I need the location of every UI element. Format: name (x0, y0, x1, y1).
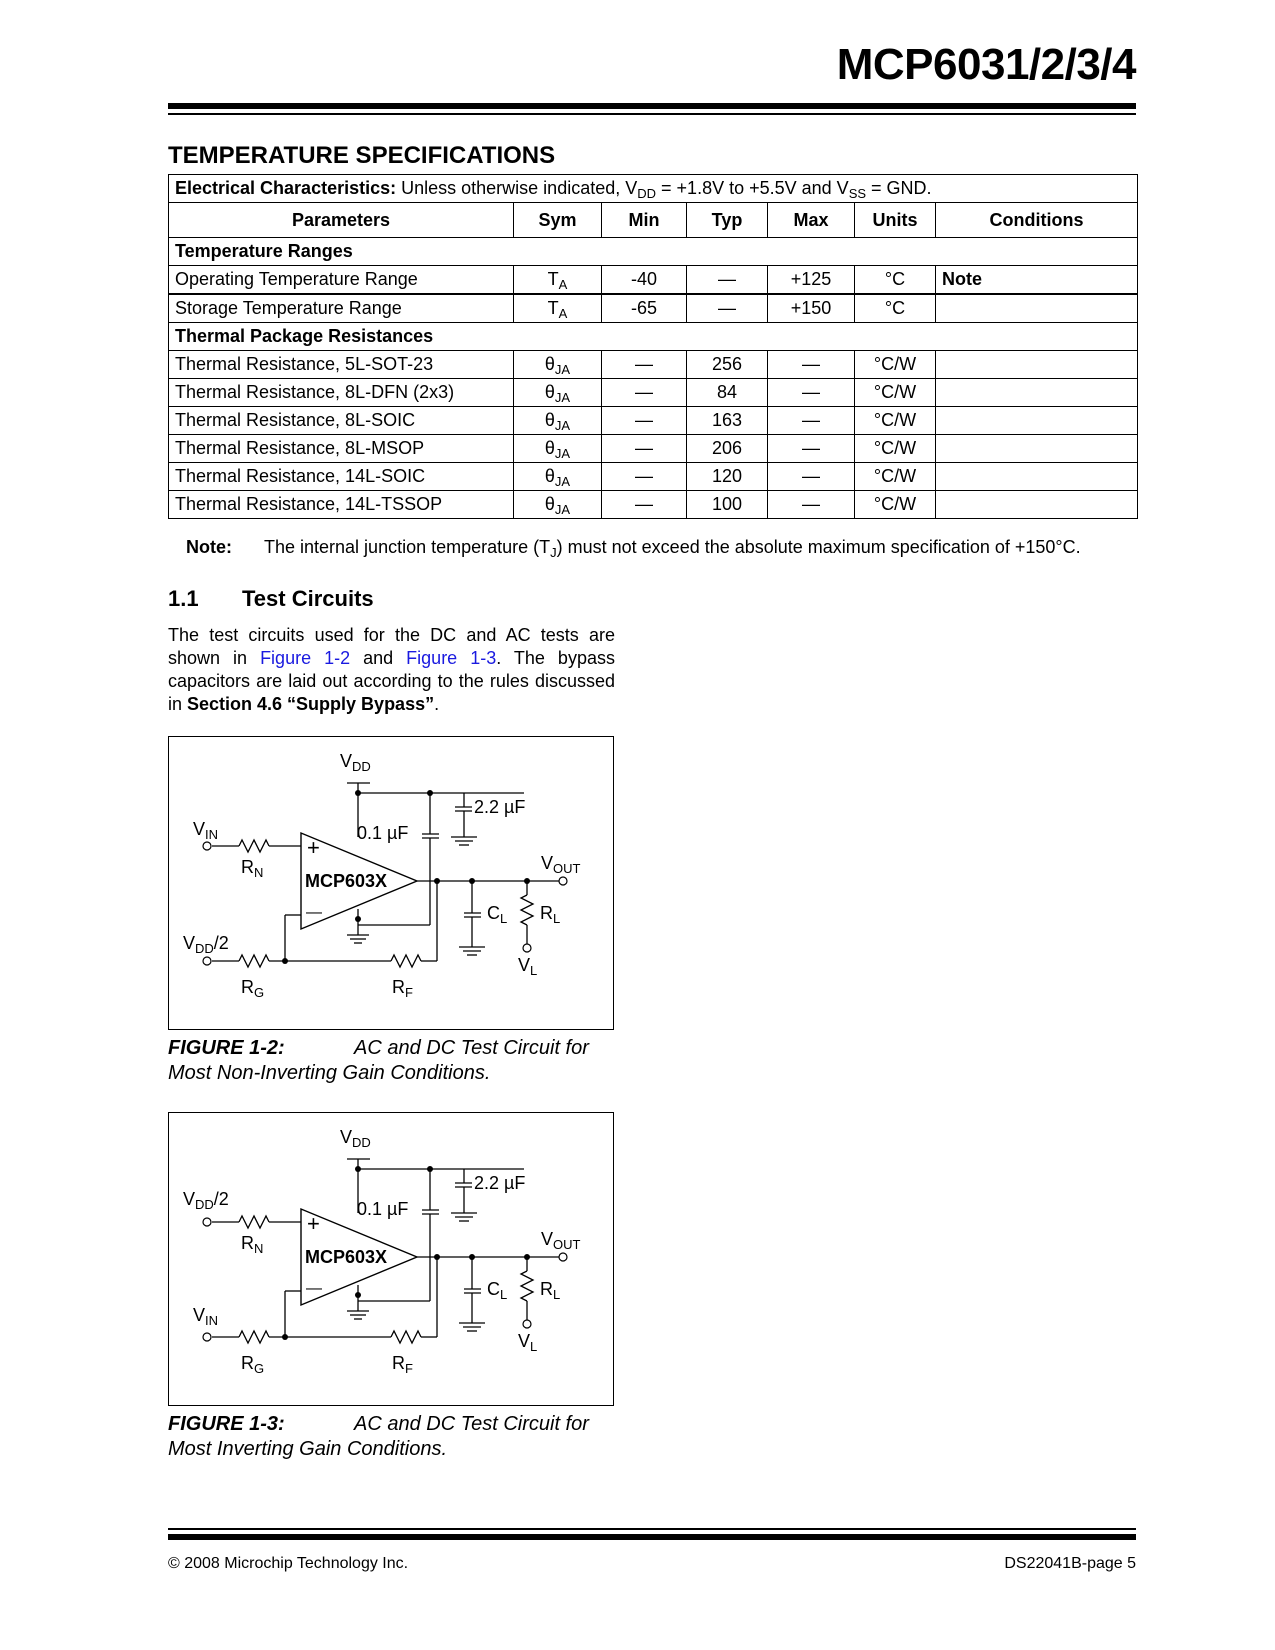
svg-text:CL: $C_L$ (487, 1279, 508, 1302)
caption-text: AC and DC Test Circuit for (354, 1037, 589, 1059)
cell-units: °C (855, 294, 936, 323)
document-title: MCP6031/2/3/4 (836, 40, 1136, 89)
cell-parameter: Thermal Resistance, 14L-SOIC (169, 463, 514, 491)
svg-text:RG: $R_G$ (241, 1353, 265, 1376)
cell-min: — (602, 463, 687, 491)
svg-text:VOUT: $V_{OUT}$ (541, 1229, 581, 1252)
opamp-label: MCP603X (305, 1247, 388, 1267)
cell-typ: 84 (687, 379, 768, 407)
cap-label: 2.2 µF (474, 797, 526, 817)
footer-rule-thin (168, 1528, 1136, 1530)
cell-sym (514, 491, 602, 519)
cell-max: — (768, 379, 855, 407)
subsection-number: 1.1 (168, 586, 199, 611)
svg-text:RN: $R_N$ (241, 857, 264, 880)
table-row (169, 351, 1138, 379)
plus-sign: + (307, 1211, 320, 1236)
subsection-heading (168, 586, 374, 612)
cell-typ: 120 (687, 463, 768, 491)
header-conditions: Conditions (936, 203, 1138, 238)
cap-label: 0.1 µF (357, 1199, 409, 1219)
table-row (169, 266, 1138, 295)
sym-subscript: JA (554, 446, 571, 461)
cell-max: — (768, 463, 855, 491)
cell-units: °C/W (855, 351, 936, 379)
cell-min: -65 (602, 294, 687, 323)
cell-typ: 206 (687, 435, 768, 463)
header-rule-thick (168, 103, 1136, 109)
table-row (169, 491, 1138, 519)
cell-max: — (768, 435, 855, 463)
svg-text:RL: $R_L$ (540, 903, 561, 926)
cell-min: — (602, 407, 687, 435)
table-row (169, 435, 1138, 463)
figure-1-3-link[interactable]: Figure 1-3 (406, 648, 497, 668)
sym-symbol: θ (544, 410, 555, 430)
cell-parameter: Thermal Resistance, 14L-TSSOP (169, 491, 514, 519)
svg-text:VL: $V_L$ (518, 955, 538, 978)
table-row (169, 379, 1138, 407)
cell-conditions (936, 407, 1138, 435)
sym-subscript: JA (554, 390, 571, 405)
subsection-title: Test Circuits (242, 586, 374, 611)
header-min: Min (602, 203, 687, 238)
paragraph-text: . The bypass capacitors are laid out according to the rules discussed in (168, 648, 615, 714)
cell-parameter: Thermal Resistance, 8L-SOIC (169, 407, 514, 435)
cell-conditions (936, 379, 1138, 407)
section-title: TEMPERATURE SPECIFICATIONS (168, 142, 556, 169)
cell-min: — (602, 379, 687, 407)
sym-symbol: θ (544, 382, 555, 402)
cell-sym (514, 379, 602, 407)
cell-typ: 163 (687, 407, 768, 435)
cell-max: — (768, 351, 855, 379)
cell-conditions (936, 463, 1138, 491)
figure-label: FIGURE 1-2: (168, 1037, 285, 1059)
cell-min: — (602, 435, 687, 463)
cap-label: 0.1 µF (357, 823, 409, 843)
sym-symbol: θ (544, 466, 555, 486)
svg-text:VDD/2: $V_{DD}/2$ (183, 933, 229, 956)
cell-conditions (936, 351, 1138, 379)
paragraph-text: and (350, 648, 407, 668)
note-label: Note: (186, 537, 232, 557)
intro-sub-ss: SS (848, 186, 867, 201)
figure-1-2-caption (168, 1036, 618, 1086)
cell-parameter: Storage Temperature Range (169, 294, 514, 323)
cell-typ: — (687, 294, 768, 323)
intro-text: = +1.8V to +5.5V and V (656, 178, 849, 198)
sym-symbol: θ (544, 354, 555, 374)
sym-subscript: JA (554, 474, 571, 489)
cell-max: +125 (768, 266, 855, 295)
cell-units: °C/W (855, 435, 936, 463)
sym-subscript: A (558, 277, 568, 292)
table-group-row (169, 323, 1138, 351)
svg-text:VDD/2: $V_{DD}/2$ (183, 1189, 229, 1212)
svg-text:RN: $R_N$ (241, 1233, 264, 1256)
caption-text: Most Inverting Gain Conditions. (168, 1438, 448, 1460)
sym-symbol: θ (544, 438, 555, 458)
figure-1-2-circuit (168, 736, 614, 1030)
cell-sym (514, 266, 602, 295)
sym-symbol: T (547, 298, 559, 318)
footer-copyright: © 2008 Microchip Technology Inc. (168, 1555, 409, 1572)
group-title: Temperature Ranges (169, 238, 1138, 266)
intro-paragraph (168, 624, 615, 716)
cell-units: °C/W (855, 463, 936, 491)
table-intro (169, 175, 1138, 203)
intro-text: = GND. (866, 178, 932, 198)
caption-text: AC and DC Test Circuit for (354, 1413, 589, 1435)
cell-max: — (768, 491, 855, 519)
figure-label: FIGURE 1-3: (168, 1413, 285, 1435)
table-group-row (169, 238, 1138, 266)
note-text: ) must not exceed the absolute maximum specification of +150°C. (556, 537, 1081, 557)
cell-typ: 256 (687, 351, 768, 379)
cell-sym (514, 435, 602, 463)
header-rule-thin (168, 113, 1136, 115)
table-body (169, 238, 1138, 519)
cell-parameter: Operating Temperature Range (169, 266, 514, 295)
table-note (186, 537, 1081, 558)
figure-1-3-circuit (168, 1112, 614, 1406)
cell-parameter: Thermal Resistance, 8L-MSOP (169, 435, 514, 463)
cell-sym (514, 351, 602, 379)
footer-page-number: DS22041B-page 5 (1004, 1555, 1136, 1572)
cell-min: — (602, 491, 687, 519)
table-row (169, 407, 1138, 435)
table-row (169, 463, 1138, 491)
cell-sym (514, 463, 602, 491)
figure-1-3-caption (168, 1412, 618, 1462)
cell-min: -40 (602, 266, 687, 295)
header-sym: Sym (514, 203, 602, 238)
sym-symbol: T (547, 269, 559, 289)
minus-sign: — (306, 904, 322, 921)
table-header-row (169, 203, 1138, 238)
section-reference: Section 4.6 “Supply Bypass” (187, 694, 435, 714)
caption-text: Most Non-Inverting Gain Conditions. (168, 1062, 491, 1084)
cell-conditions (936, 491, 1138, 519)
sym-symbol: θ (544, 494, 555, 514)
svg-text:VIN: $V_{IN}$ (193, 1305, 219, 1328)
footer-rule-thick (168, 1534, 1136, 1540)
table-row (169, 294, 1138, 323)
cell-max: — (768, 407, 855, 435)
sym-subscript: JA (554, 502, 571, 517)
header-typ: Typ (687, 203, 768, 238)
svg-text:VOUT: $V_{OUT}$ (541, 853, 581, 876)
svg-text:RF: $R_F$ (392, 977, 413, 1000)
cell-sym (514, 407, 602, 435)
svg-text:VDD: $V_{DD}$ (340, 1127, 371, 1150)
cell-units: °C/W (855, 491, 936, 519)
svg-text:RF: $R_F$ (392, 1353, 413, 1376)
header-parameters: Parameters (169, 203, 514, 238)
svg-text:VIN: $V_{IN}$ (193, 819, 219, 842)
svg-text:RG: $R_G$ (241, 977, 265, 1000)
circuit-diagram (169, 737, 615, 1031)
cell-conditions (936, 435, 1138, 463)
sym-subscript: A (558, 306, 568, 321)
cell-conditions (936, 294, 1138, 323)
sym-subscript: JA (554, 362, 571, 377)
intro-text: Unless otherwise indicated, V (396, 178, 638, 198)
note-text: The internal junction temperature (T (264, 537, 551, 557)
header-max: Max (768, 203, 855, 238)
minus-sign: — (306, 1280, 322, 1297)
header-units: Units (855, 203, 936, 238)
sym-subscript: JA (554, 418, 571, 433)
cell-parameter: Thermal Resistance, 5L-SOT-23 (169, 351, 514, 379)
cap-label: 2.2 µF (474, 1173, 526, 1193)
intro-bold: Electrical Characteristics: (175, 178, 397, 198)
svg-text:VL: $V_L$ (518, 1331, 538, 1354)
paragraph-text: . (434, 694, 440, 714)
temperature-spec-table (168, 174, 1138, 519)
cell-min: — (602, 351, 687, 379)
cell-units: °C (855, 266, 936, 295)
cell-sym (514, 294, 602, 323)
cell-parameter: Thermal Resistance, 8L-DFN (2x3) (169, 379, 514, 407)
cell-max: +150 (768, 294, 855, 323)
cell-typ: — (687, 266, 768, 295)
cell-units: °C/W (855, 379, 936, 407)
figure-1-2-link[interactable]: Figure 1-2 (260, 648, 351, 668)
paragraph-text: The test circuits used for the DC and AC tests are shown in (168, 625, 615, 668)
svg-text:VDD: $V_{DD}$ (340, 751, 371, 774)
cell-conditions: Note (936, 266, 1138, 295)
group-title: Thermal Package Resistances (169, 323, 1138, 351)
plus-sign: + (307, 835, 320, 860)
opamp-label: MCP603X (305, 871, 388, 891)
note-sub: J (550, 545, 557, 560)
intro-sub-dd: DD (637, 186, 657, 201)
cell-units: °C/W (855, 407, 936, 435)
circuit-diagram (169, 1113, 615, 1407)
svg-text:RL: $R_L$ (540, 1279, 561, 1302)
cell-typ: 100 (687, 491, 768, 519)
svg-text:CL: $C_L$ (487, 903, 508, 926)
